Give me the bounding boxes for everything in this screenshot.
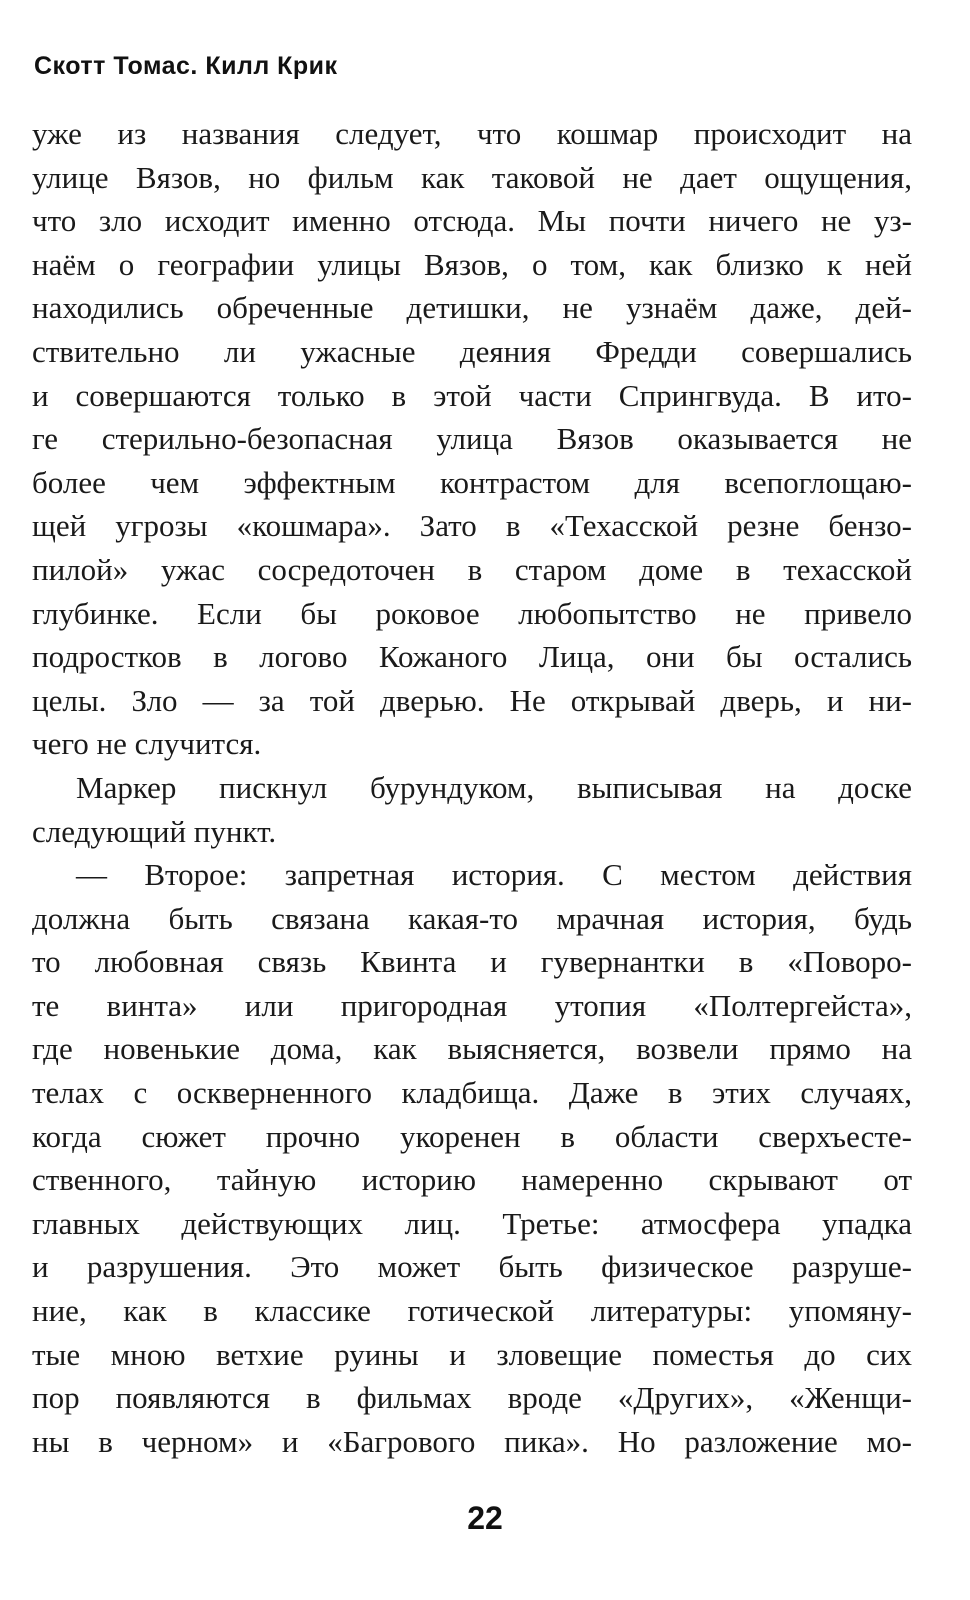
text-line: улице Вязов, но фильм как таковой не дает ощущения, [32,159,912,195]
text-line: должна быть связана какая-то мрачная история, будь [32,900,912,936]
text-line: что зло исходит именно отсюда. Мы почти ничего не уз- [32,203,912,239]
text-line: более чем эффектным контрастом для всепоглощаю- [32,464,912,500]
text-line: ствительно ли ужасные деяния Фредди совершались [32,333,912,369]
text-line: пор появляются в фильмах вроде «Других», «Женщи- [32,1380,912,1416]
text-line: — Второе: запретная история. С местом действия [76,857,912,893]
text-line: главных действующих лиц. Третье: атмосфера упадка [32,1205,912,1241]
text-line: щей угрозы «кошмара». Зато в «Техасской резне бензо- [32,508,912,544]
page-number: 22 [467,1500,503,1536]
body-text [32,112,912,1463]
text-line: то любовная связь Квинта и гувернантки в «Поворо- [32,944,912,980]
text-line: следующий пункт. [32,813,277,849]
text-line: чего не случится. [32,726,262,762]
text-line: те винта» или пригородная утопия «Полтергейста», [32,987,912,1023]
text-line: пилой» ужас сосредоточен в старом доме в техасской [32,551,912,587]
text-line: где новенькие дома, как выясняется, возвели прямо на [32,1031,912,1067]
text-line: тые мною ветхие руины и зловещие поместья до сих [32,1336,912,1372]
text-line: целы. Зло — за той дверью. Не открывай дверь, и ни- [32,682,912,718]
running-head: Скотт Томас. Килл Крик [34,52,338,80]
text-line: и разрушения. Это может быть физическое разруше- [32,1249,912,1285]
text-line: подростков в логово Кожаного Лица, они бы остались [32,639,912,675]
text-line: когда сюжет прочно укоренен в области сверхъесте- [32,1118,912,1154]
text-line: ственного, тайную историю намеренно скрывают от [32,1162,912,1198]
text-line: уже из названия следует, что кошмар происходит на [32,116,912,151]
text-line: ны в черном» и «Багрового пика». Но разложение мо- [32,1423,912,1459]
text-line: Маркер пискнул бурундуком, выписывая на доске [76,769,912,805]
text-line: наём о географии улицы Вязов, о том, как близко к ней [32,246,912,282]
text-line: ге стерильно-безопасная улица Вязов оказывается не [32,421,912,457]
text-line: глубинке. Если бы роковое любопытство не привело [32,595,912,631]
text-line: телах с оскверненного кладбища. Даже в этих случаях, [32,1075,912,1111]
text-line: и совершаются только в этой части Спрингвуда. В ито- [32,377,912,413]
text-line: находились обреченные детишки, не узнаём даже, дей- [32,290,912,326]
text-line: ние, как в классике готической литературы: упомяну- [32,1293,912,1329]
